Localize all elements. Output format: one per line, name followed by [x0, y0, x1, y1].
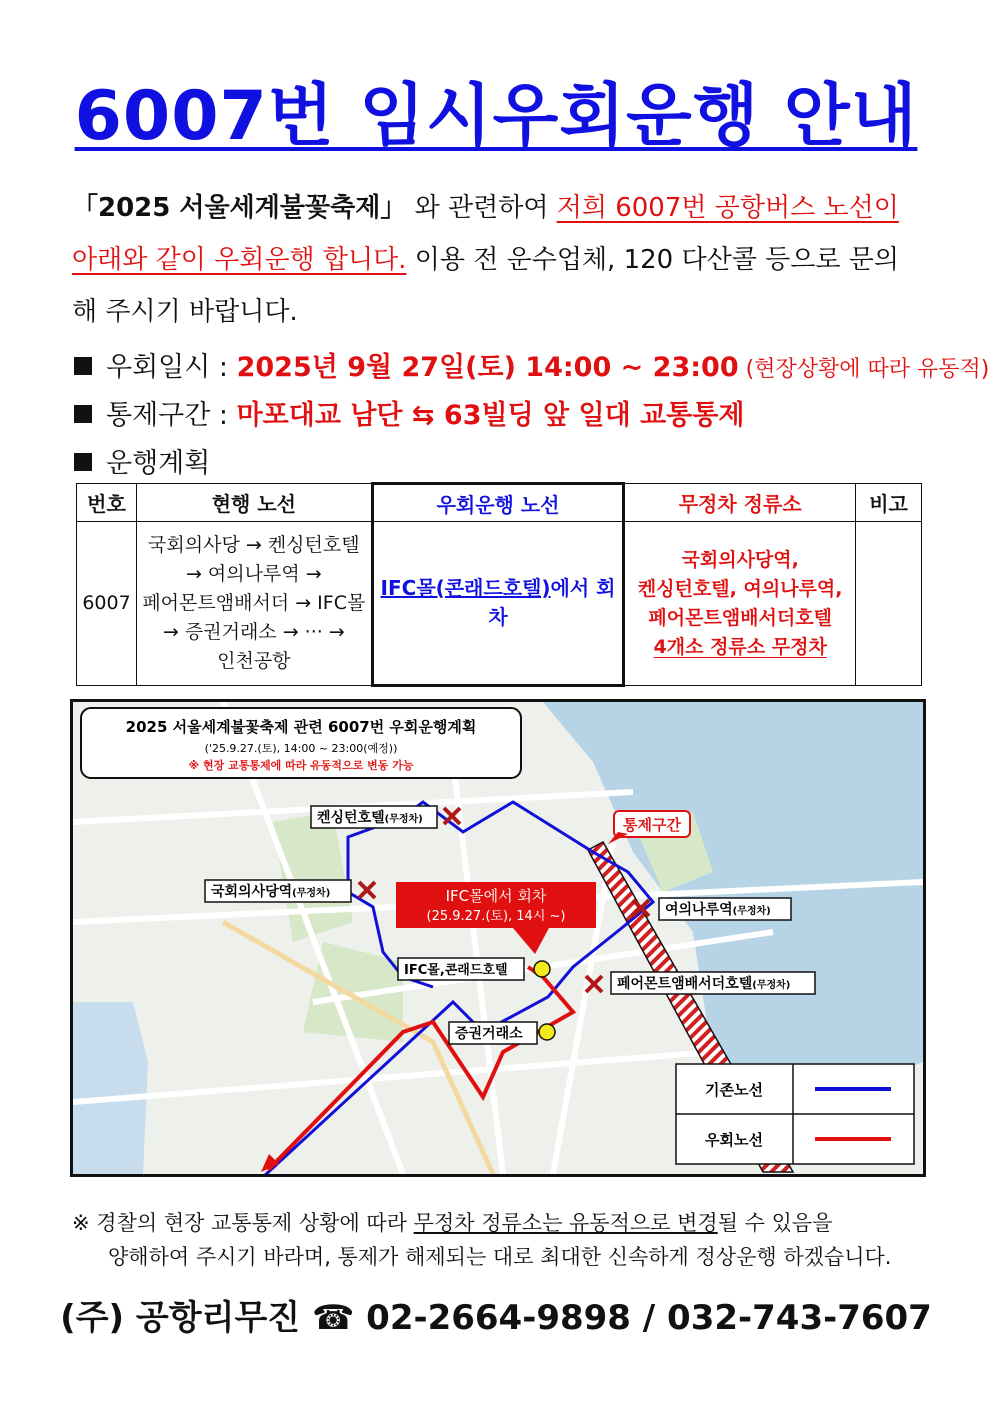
info-bullets: [74, 346, 990, 490]
footnote-mark: ※: [72, 1211, 97, 1235]
cell-no: 6007: [77, 522, 137, 686]
nonstop-line: 4개소 정류소 무정차: [653, 635, 827, 658]
nonstop-x-icon: [359, 882, 375, 898]
intro-paragraph: [72, 182, 920, 338]
cell-detour-route: [372, 522, 624, 686]
park-area: [273, 812, 353, 942]
route-line: 인천공항: [217, 650, 291, 672]
stop-yeouinaru: 여의나루역(무정차): [665, 902, 771, 918]
header-current-route: 현행 노선: [136, 484, 372, 522]
route-line: 페어몬트앰배서더 → IFC몰: [142, 592, 366, 614]
legend-detour-label: 우회노선: [705, 1131, 763, 1149]
legend-existing-label: 기존노선: [705, 1081, 763, 1099]
map-info-note: ※ 현장 교통통제에 따라 유동적으로 변동 가능: [188, 759, 414, 772]
control-label: 통제구간: [623, 816, 681, 834]
date-note: (현장상황에 따라 유동적): [738, 357, 990, 382]
contact-info: (주) 공항리무진 ☎ 02-2664-9898 / 032-743-7607: [60, 1298, 932, 1338]
canal: [73, 1002, 148, 1174]
square-bullet-icon: [74, 357, 92, 375]
stop-krx: 증권거래소: [455, 1026, 523, 1042]
map-info-title: 2025 서울세계불꽃축제 관련 6007번 우회운행계획: [125, 718, 477, 736]
plan-table: [76, 482, 922, 687]
table-row: [77, 522, 922, 686]
date-label: 우회일시 :: [106, 352, 237, 383]
map-info-sub: ('25.9.27.(토), 14:00 ~ 23:00(예정)): [204, 742, 398, 755]
cell-remark: [856, 522, 922, 686]
stop-kensington: 켄싱턴호텔(무정차): [317, 810, 423, 826]
cell-current-route: [136, 522, 372, 686]
table-header-row: [77, 484, 922, 522]
footnote-text-2: 양해하여 주시기 바라며, 통제가 해제되는 대로 최대한 신속하게 정상운행 하겠습니다.: [108, 1245, 892, 1269]
footnote: [72, 1206, 922, 1274]
plan-label: 운행계획: [106, 448, 211, 479]
square-bullet-icon: [74, 453, 92, 471]
route-line: → 여의나루역 →: [185, 563, 322, 585]
intro-text-2: 이용 전 운수업체, 120 다산콜 등으로 문의해 주시기 바랍니다.: [72, 245, 899, 327]
nonstop-line: 국회의사당역,: [681, 548, 799, 571]
square-bullet-icon: [74, 405, 92, 423]
header-detour-route: 우회운행 노선: [372, 484, 624, 522]
detour-map: [70, 699, 926, 1177]
stop-assembly: 국회의사당역(무정차): [211, 884, 331, 900]
date-value: 2025년 9월 27일(토) 14:00 ~ 23:00: [236, 352, 739, 383]
nonstop-line: 페어몬트앰배서더호텔: [648, 606, 832, 629]
stop-ifc: IFC몰,콘래드호텔: [404, 963, 508, 978]
stop-krx-marker-icon: [539, 1024, 555, 1040]
cell-nonstop: [624, 522, 856, 686]
nonstop-line: 켄싱턴호텔, 여의나루역,: [637, 577, 843, 600]
section-label: 통제구간 :: [106, 400, 237, 431]
page-title: 6007번 임시우회운행 안내: [74, 77, 918, 156]
section-value: 마포대교 남단 ⇆ 63빌딩 앞 일대 교통통제: [236, 400, 745, 431]
footnote-underline: 무정차 정류소는 유동적으로 변경: [413, 1211, 718, 1235]
route-line: → 증권거래소 → ··· →: [162, 621, 345, 643]
intro-text-1: 와 관련하여: [406, 193, 557, 223]
detour-place: IFC몰(콘래드호텔): [380, 576, 551, 600]
footnote-text: 될 수 있음을: [717, 1211, 833, 1235]
bullet-section: [74, 394, 934, 442]
stop-ifc-marker-icon: [534, 961, 550, 977]
header-remark: 비고: [856, 484, 922, 522]
bullet-date: [74, 346, 990, 394]
header-nonstop: 무정차 정류소: [624, 484, 856, 522]
festival-name: 「2025 서울세계불꽃축제」: [72, 193, 407, 223]
turn-label-2: (25.9.27.(토), 14시 ~): [426, 909, 566, 924]
map-svg: [73, 702, 923, 1174]
header-no: 번호: [77, 484, 137, 522]
intro-highlight: 저희 6007번 공항버스 노선이 아래와 같이 우회운행 합니다.: [72, 193, 899, 275]
route-line: 국회의사당 → 켄싱턴호텔: [148, 534, 360, 556]
stop-fairmont: 페어몬트앰배서더호텔(무정차): [617, 976, 791, 992]
detour-action: 에서 회차: [488, 576, 616, 629]
turn-pointer-icon: [513, 928, 549, 954]
turn-label-1: IFC몰에서 회차: [445, 887, 547, 905]
footnote-text: 경찰의 현장 교통통제 상황에 따라: [96, 1211, 414, 1235]
